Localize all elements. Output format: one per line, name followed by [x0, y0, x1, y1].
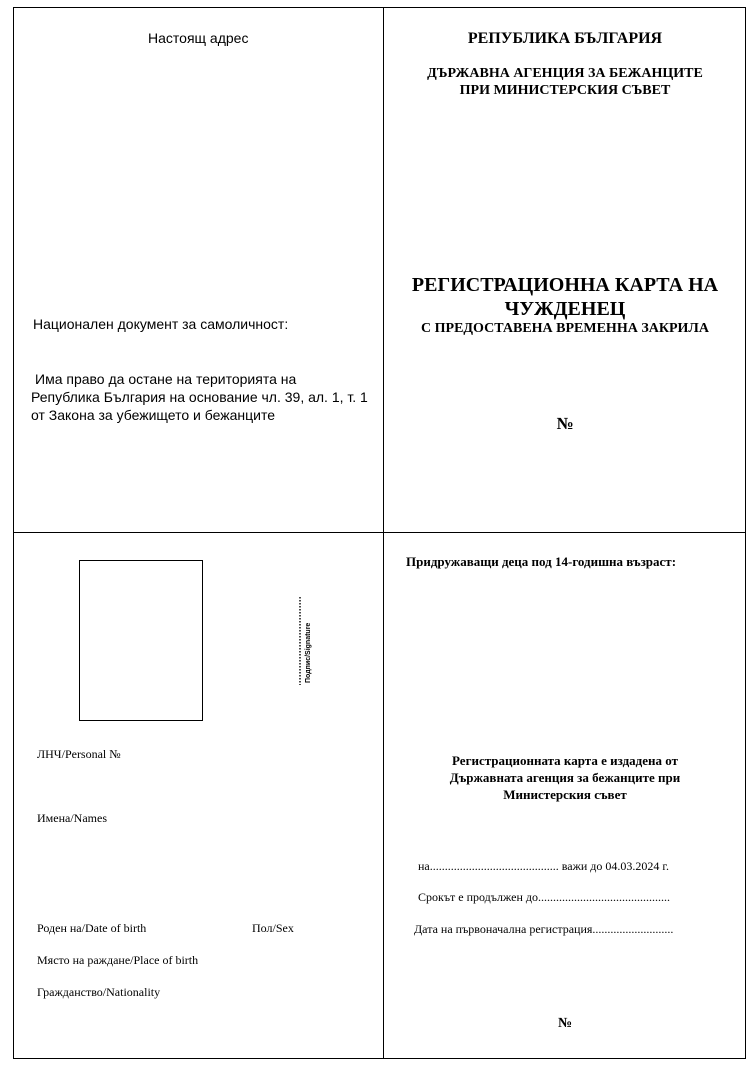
- valid-until-line: на........................................... важи до 04.03.2024 г.: [418, 859, 669, 873]
- right-to-stay-line-2: Република България на основание чл. 39, ал. 1, т. 1: [31, 389, 368, 405]
- card-title-line-2: ЧУЖДЕНЕЦ: [504, 298, 626, 320]
- current-address-label: Настоящ адрес: [148, 30, 249, 46]
- card-title-line-1: РЕГИСТРАЦИОННА КАРТА НА: [411, 274, 719, 296]
- issued-by-line-1: Регистрационната карта е издадена от: [452, 753, 678, 768]
- right-to-stay-line-3: от Закона за убежището и бежанците: [31, 407, 276, 423]
- issued-by-line-2: Държавната агенция за бежанците при: [449, 770, 681, 785]
- country-title: РЕПУБЛИКА БЪЛГАРИЯ: [467, 30, 663, 47]
- issued-by-line-3: Министерския съвет: [503, 787, 627, 802]
- agency-line-1: ДЪРЖАВНА АГЕНЦИЯ ЗА БЕЖАНЦИТЕ: [427, 66, 703, 81]
- nationality-label: Гражданство/Nationality: [37, 985, 161, 999]
- signature-area: [296, 595, 312, 685]
- vertical-fold-line: [383, 7, 384, 1059]
- bottom-number-sign: №: [557, 1016, 573, 1031]
- sex-label: Пол/Sex: [252, 921, 294, 935]
- accompanying-children-label: Придружаващи деца под 14-годишна възраст:: [406, 554, 677, 569]
- place-of-birth-label: Място на раждане/Place of birth: [37, 953, 199, 967]
- date-of-birth-label: Роден на/Date of birth: [37, 921, 147, 935]
- horizontal-fold-line: [13, 532, 746, 533]
- right-to-stay-line-1: Има право да остане на територията на: [35, 371, 297, 387]
- extended-until-line: Срокът е продължен до............................................: [418, 890, 670, 904]
- personal-no-label: ЛНЧ/Personal №: [37, 747, 121, 761]
- agency-line-2: ПРИ МИНИСТЕРСКИЯ СЪВЕТ: [459, 83, 671, 98]
- photo-box: [79, 560, 203, 721]
- names-label: Имена/Names: [37, 811, 107, 825]
- card-number-sign: №: [556, 414, 574, 433]
- card-subtitle: С ПРЕДОСТАВЕНА ВРЕМЕННА ЗАКРИЛА: [421, 321, 709, 336]
- first-registration-line: Дата на първоначална регистрация...........................: [414, 922, 674, 936]
- signature-label: Подпис/Signature: [305, 622, 312, 683]
- national-id-label: Национален документ за самоличност:: [33, 316, 289, 332]
